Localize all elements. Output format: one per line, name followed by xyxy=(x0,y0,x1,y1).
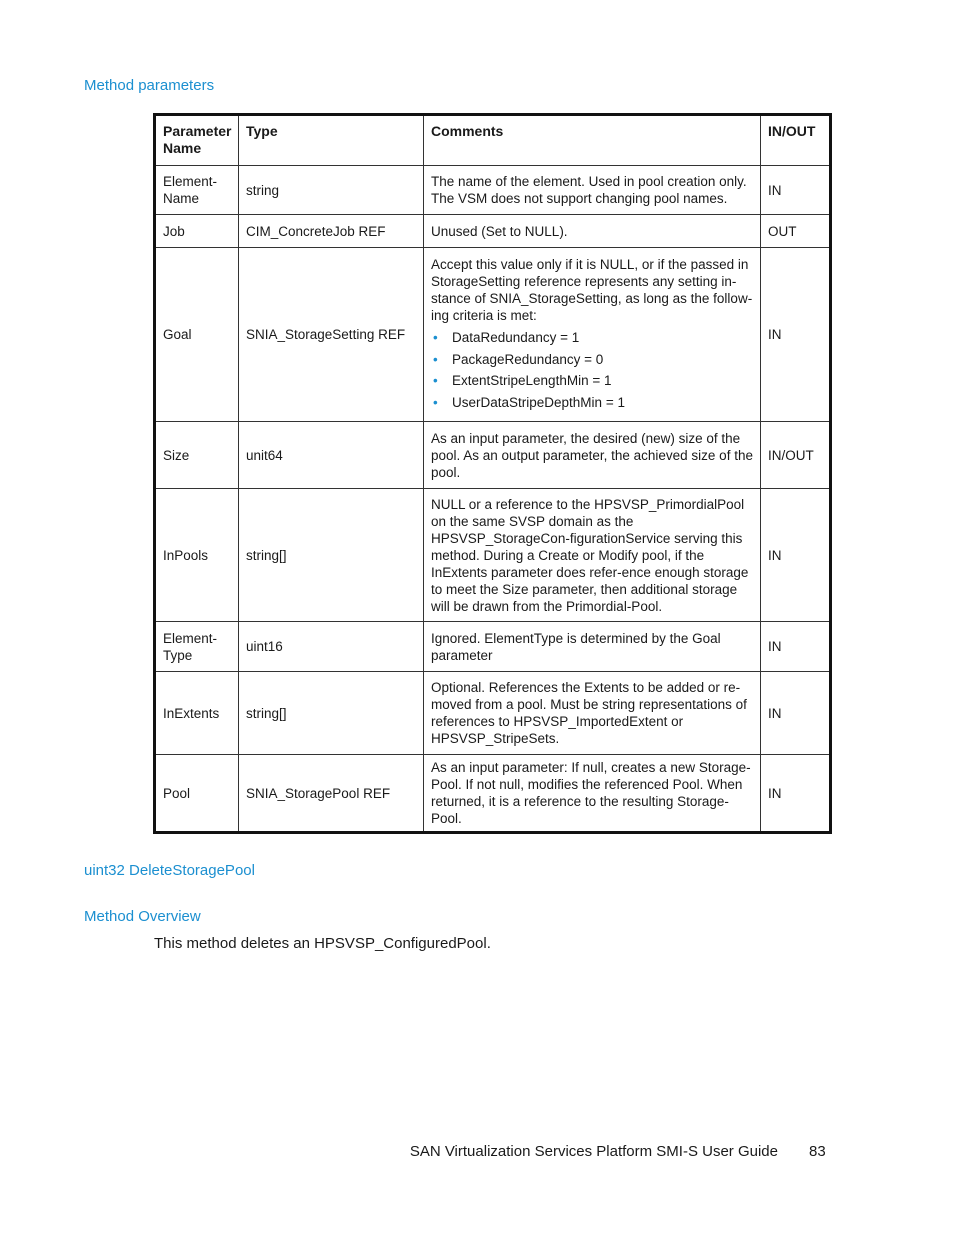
table-row xyxy=(155,215,831,248)
param-comments: Ignored. ElementType is determined by the Goal parameter xyxy=(424,622,761,672)
param-comments: Optional. References the Extents to be added or re-moved from a pool. Must be string representations of references to HPSVSP_ImportedExtent or HPSVSP_StripeSets. xyxy=(424,672,761,755)
param-direction: IN xyxy=(761,166,831,215)
header-parameter-name: Parameter Name xyxy=(155,115,239,166)
param-comments xyxy=(424,248,761,422)
param-comments: The name of the element. Used in pool creation only. The VSM does not support changing pool names. xyxy=(424,166,761,215)
header-in-out: IN/OUT xyxy=(761,115,831,166)
param-comments: NULL or a reference to the HPSVSP_PrimordialPool on the same SVSP domain as the HPSVSP_StorageCon-figurationService serving this method. During a Create or Modify pool, if the InExtents parameter does refer-ence enough storage to meet the Size parameter, then additional storage will be drawn from the Primordial-Pool. xyxy=(424,489,761,622)
param-type: CIM_ConcreteJob REF xyxy=(239,215,424,248)
param-name: InExtents xyxy=(155,672,239,755)
method-parameters-heading: Method parameters xyxy=(84,77,215,94)
list-item: • DataRedundancy = 1 xyxy=(431,327,753,349)
table-row xyxy=(155,755,831,833)
method-parameters-table xyxy=(153,113,832,834)
delete-storage-pool-heading: uint32 DeleteStoragePool xyxy=(84,862,255,879)
page-number: 83 xyxy=(809,1143,826,1160)
param-direction: IN xyxy=(761,622,831,672)
table-row xyxy=(155,489,831,622)
param-type: string[] xyxy=(239,489,424,622)
list-item: • PackageRedundancy = 0 xyxy=(431,349,753,371)
list-item: • UserDataStripeDepthMin = 1 xyxy=(431,392,753,414)
param-name: Element- Name xyxy=(155,166,239,215)
param-type: unit64 xyxy=(239,422,424,489)
param-comments: As an input parameter, the desired (new) size of the pool. As an output parameter, the achieved size of the pool. xyxy=(424,422,761,489)
bullet-icon: • xyxy=(433,394,438,410)
method-overview-heading: Method Overview xyxy=(84,908,201,925)
param-type: SNIA_StoragePool REF xyxy=(239,755,424,833)
param-name: Size xyxy=(155,422,239,489)
param-direction: IN xyxy=(761,672,831,755)
param-name: InPools xyxy=(155,489,239,622)
param-type: uint16 xyxy=(239,622,424,672)
param-name: Element- Type xyxy=(155,622,239,672)
goal-criteria-list xyxy=(431,327,753,413)
bullet-icon: • xyxy=(433,373,438,388)
goal-comment-text: Accept this value only if it is NULL, or if the passed in StorageSetting reference represents any setting in-stance of SNIA_StorageSetting, as long as the follow-ing criteria is met: xyxy=(431,257,753,323)
param-type: string xyxy=(239,166,424,215)
table-row xyxy=(155,672,831,755)
param-direction: IN xyxy=(761,755,831,833)
param-direction: IN/OUT xyxy=(761,422,831,489)
param-comments: Unused (Set to NULL). xyxy=(424,215,761,248)
table-row xyxy=(155,166,831,215)
bullet-icon: • xyxy=(433,351,438,367)
overview-text: This method deletes an HPSVSP_ConfiguredPool. xyxy=(154,935,491,952)
param-comments: As an input parameter: If null, creates a new Storage-Pool. If not null, modifies the referenced Pool. When returned, it is a reference to the resulting Storage- Pool. xyxy=(424,755,761,833)
bullet-icon: • xyxy=(433,330,438,345)
header-type: Type xyxy=(239,115,424,166)
table-header-row xyxy=(155,115,831,166)
list-item: • ExtentStripeLengthMin = 1 xyxy=(431,370,753,392)
table-row xyxy=(155,622,831,672)
param-type: string[] xyxy=(239,672,424,755)
table-row xyxy=(155,248,831,422)
table-row xyxy=(155,422,831,489)
param-name: Goal xyxy=(155,248,239,422)
header-comments: Comments xyxy=(424,115,761,166)
param-name: Job xyxy=(155,215,239,248)
param-name: Pool xyxy=(155,755,239,833)
param-direction: OUT xyxy=(761,215,831,248)
param-direction: IN xyxy=(761,489,831,622)
param-type: SNIA_StorageSetting REF xyxy=(239,248,424,422)
param-direction: IN xyxy=(761,248,831,422)
footer-title: SAN Virtualization Services Platform SMI-S User Guide xyxy=(409,1143,778,1160)
